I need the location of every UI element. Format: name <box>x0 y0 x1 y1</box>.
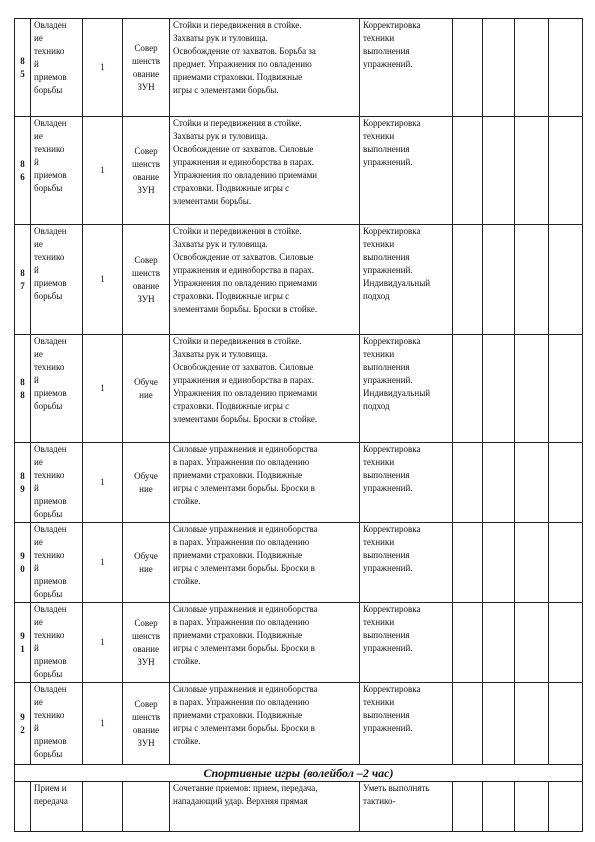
lesson-content: Силовые упражнения и единоборства в парах. Упражнения по овладению приемами страховки. Подвижные игры с элементами борьбы. Броски в стойке. <box>170 603 360 683</box>
lesson-number: 9 1 <box>15 603 31 683</box>
empty-cell <box>515 603 549 683</box>
empty-cell <box>483 782 515 832</box>
lesson-skills: Корректировка техники выполнения упражнений. <box>360 603 453 683</box>
lesson-hours: 1 <box>83 225 123 335</box>
lesson-skills: Уметь выполнять тактико- <box>360 782 453 832</box>
lesson-hours: 1 <box>83 335 123 443</box>
lesson-content: Силовые упражнения и единоборства в парах. Упражнения по овладению приемами страховки. Подвижные игры с элементами борьбы. Броски в стойке. <box>170 523 360 603</box>
empty-cell <box>515 782 549 832</box>
lesson-topic: Овладен ие технико й приемов борьбы <box>31 523 83 603</box>
lesson-content: Стойки и передвижения в стойке. Захваты рук и туловища. Освобождение от захватов. Силовые упражнения и единоборства в парах. Упражнения по овладению приемами страховки. Подвижные игры с элементами борьбы. <box>170 117 360 225</box>
empty-cell <box>483 683 515 765</box>
lesson-skills: Корректировка техники выполнения упражнений. Индивидуальный подход <box>360 225 453 335</box>
lesson-type <box>123 782 170 832</box>
empty-cell <box>549 225 583 335</box>
lesson-number: 9 2 <box>15 683 31 765</box>
lesson-number: 8 7 <box>15 225 31 335</box>
empty-cell <box>515 335 549 443</box>
lesson-number: 8 8 <box>15 335 31 443</box>
lesson-skills: Корректировка техники выполнения упражнений. Индивидуальный подход <box>360 335 453 443</box>
lesson-content: Стойки и передвижения в стойке. Захваты рук и туловища. Освобождение от захватов. Силовые упражнения и единоборства в парах. Упражнения по овладению приемами страховки. Подвижные игры с элементами борьбы. Броски в стойке. <box>170 335 360 443</box>
empty-cell <box>453 19 483 117</box>
lesson-type: Обуче ние <box>123 523 170 603</box>
lesson-type: Совер шенств ование ЗУН <box>123 225 170 335</box>
table-row <box>15 117 583 225</box>
table-row <box>15 443 583 523</box>
empty-cell <box>453 443 483 523</box>
table-row <box>15 225 583 335</box>
empty-cell <box>453 335 483 443</box>
section-header-row <box>15 765 583 782</box>
empty-cell <box>549 117 583 225</box>
empty-cell <box>515 523 549 603</box>
empty-cell <box>483 19 515 117</box>
empty-cell <box>549 683 583 765</box>
section-title: Спортивные игры (волейбол –2 час) <box>15 765 583 782</box>
lesson-topic: Овладен ие технико й приемов борьбы <box>31 683 83 765</box>
lesson-skills: Корректировка техники выполнения упражнений. <box>360 19 453 117</box>
empty-cell <box>453 523 483 603</box>
lesson-hours: 1 <box>83 603 123 683</box>
empty-cell <box>549 603 583 683</box>
lesson-number: 8 5 <box>15 19 31 117</box>
lesson-skills: Корректировка техники выполнения упражнений. <box>360 683 453 765</box>
lesson-hours <box>83 782 123 832</box>
empty-cell <box>549 782 583 832</box>
empty-cell <box>483 335 515 443</box>
lesson-type: Совер шенств ование ЗУН <box>123 683 170 765</box>
lesson-content: Стойки и передвижения в стойке. Захваты рук и туловища. Освобождение от захватов. Борьба за предмет. Упражнения по овладению приемами страховки. Подвижные игры с элементами борьбы. <box>170 19 360 117</box>
lesson-skills: Корректировка техники выполнения упражнений. <box>360 443 453 523</box>
lesson-hours: 1 <box>83 683 123 765</box>
lesson-type: Совер шенств ование ЗУН <box>123 603 170 683</box>
lesson-hours: 1 <box>83 117 123 225</box>
lesson-number: 9 0 <box>15 523 31 603</box>
empty-cell <box>549 19 583 117</box>
lesson-number: 8 6 <box>15 117 31 225</box>
lesson-type: Совер шенств ование ЗУН <box>123 19 170 117</box>
empty-cell <box>549 335 583 443</box>
empty-cell <box>483 443 515 523</box>
lesson-hours: 1 <box>83 443 123 523</box>
table-row <box>15 683 583 765</box>
table-row <box>15 782 583 832</box>
empty-cell <box>453 683 483 765</box>
lesson-type: Обуче ние <box>123 335 170 443</box>
empty-cell <box>515 19 549 117</box>
lesson-skills: Корректировка техники выполнения упражнений. <box>360 523 453 603</box>
lesson-topic: Овладен ие технико й приемов борьбы <box>31 117 83 225</box>
lesson-topic: Овладен ие технико й приемов борьбы <box>31 19 83 117</box>
empty-cell <box>453 782 483 832</box>
table-row <box>15 19 583 117</box>
empty-cell <box>483 523 515 603</box>
lesson-type: Совер шенств ование ЗУН <box>123 117 170 225</box>
lesson-content: Силовые упражнения и единоборства в парах. Упражнения по овладению приемами страховки. Подвижные игры с элементами борьбы. Броски в стойке. <box>170 443 360 523</box>
lesson-topic: Овладен ие технико й приемов борьбы <box>31 335 83 443</box>
lesson-topic: Прием и передача <box>31 782 83 832</box>
empty-cell <box>515 225 549 335</box>
lesson-content: Сочетание приемов: прием, передача, нападающий удар. Верхняя прямая <box>170 782 360 832</box>
empty-cell <box>453 603 483 683</box>
table-row <box>15 603 583 683</box>
table-row <box>15 335 583 443</box>
empty-cell <box>549 523 583 603</box>
table-row <box>15 523 583 603</box>
lesson-hours: 1 <box>83 523 123 603</box>
empty-cell <box>483 225 515 335</box>
empty-cell <box>515 117 549 225</box>
empty-cell <box>515 443 549 523</box>
empty-cell <box>453 225 483 335</box>
empty-cell <box>483 117 515 225</box>
empty-cell <box>453 117 483 225</box>
lesson-topic: Овладен ие технико й приемов борьбы <box>31 443 83 523</box>
lesson-number: 8 9 <box>15 443 31 523</box>
lesson-content: Силовые упражнения и единоборства в парах. Упражнения по овладению приемами страховки. Подвижные игры с элементами борьбы. Броски в стойке. <box>170 683 360 765</box>
lesson-content: Стойки и передвижения в стойке. Захваты рук и туловища. Освобождение от захватов. Силовые упражнения и единоборства в парах. Упражнения по овладению приемами страховки. Подвижные игры с элементами борьбы. Броски в стойке. <box>170 225 360 335</box>
lesson-hours: 1 <box>83 19 123 117</box>
table-body <box>15 19 583 765</box>
lesson-type: Обуче ние <box>123 443 170 523</box>
empty-cell <box>483 603 515 683</box>
lesson-topic: Овладен ие технико й приемов борьбы <box>31 603 83 683</box>
empty-cell <box>515 683 549 765</box>
lesson-skills: Корректировка техники выполнения упражнений. <box>360 117 453 225</box>
lesson-topic: Овладен ие технико й приемов борьбы <box>31 225 83 335</box>
empty-cell <box>549 443 583 523</box>
lesson-number <box>15 782 31 832</box>
lesson-plan-table <box>14 18 583 832</box>
